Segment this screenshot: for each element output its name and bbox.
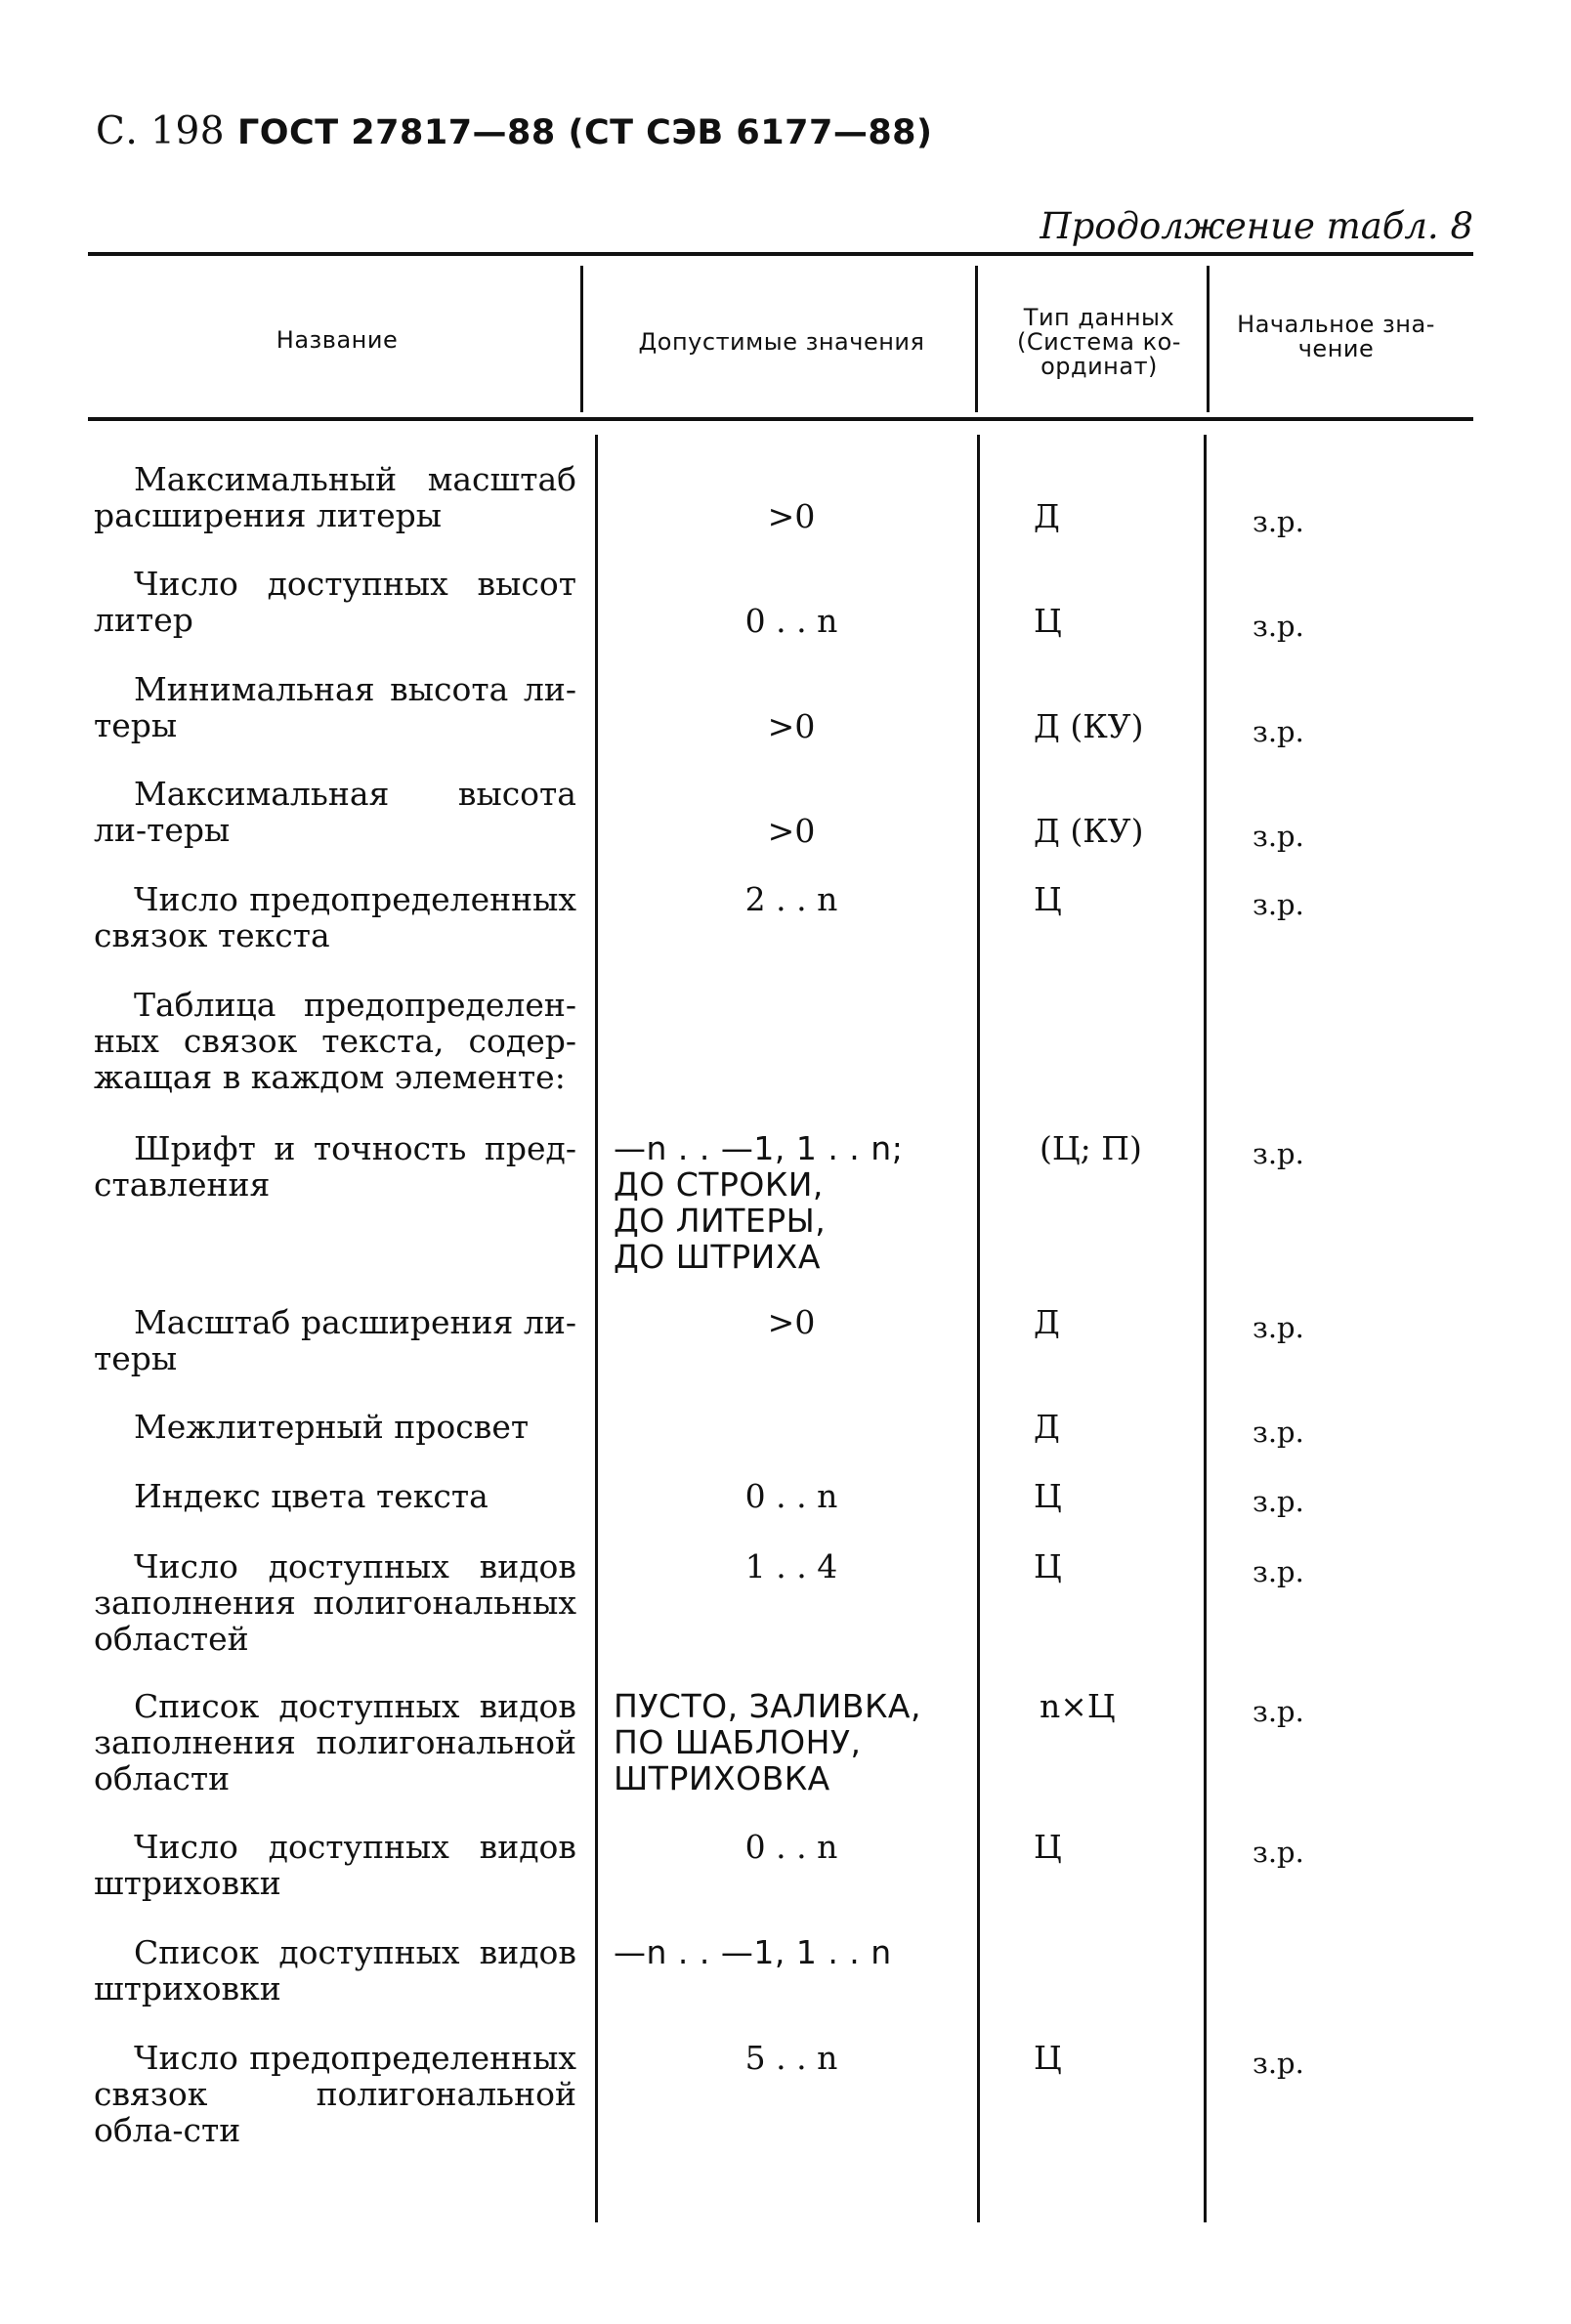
allowed-value-line: 0 . . n: [744, 1828, 838, 1866]
allowed-value-line: 2 . . n: [744, 880, 838, 918]
page-number: С. 198: [96, 109, 226, 153]
parameter-name-text: Максимальная высота ли-теры: [94, 775, 576, 849]
allowed-value-line: >0: [767, 1303, 816, 1341]
parameter-name-text: Индекс цвета текста: [134, 1477, 488, 1515]
parameter-name-text: Число доступных видов заполнения полигональных областей: [94, 1547, 576, 1658]
initial-value: з.р.: [1253, 1311, 1304, 1344]
allowed-value-line: 0 . . n: [744, 1477, 838, 1515]
data-type: Ц: [1034, 1547, 1062, 1585]
data-type: Д: [1034, 1408, 1060, 1446]
column-divider: [977, 435, 980, 2222]
parameter-name: [94, 566, 576, 638]
parameter-name-text: Число доступных видов штриховки: [94, 1828, 576, 1902]
parameter-name: [94, 881, 576, 953]
parameter-name: [94, 1934, 576, 2007]
allowed-values: [614, 1130, 965, 1275]
page-header: [96, 109, 933, 153]
initial-value: з.р.: [1253, 2047, 1304, 2080]
parameter-name: [94, 1478, 576, 1514]
allowed-value-line: >0: [767, 707, 816, 745]
data-type: Ц: [1034, 880, 1062, 918]
parameter-name-text: Список доступных видов заполнения полигональной области: [94, 1687, 576, 1797]
table-top-rule: [88, 252, 1473, 256]
column-divider: [595, 435, 598, 2222]
initial-value: з.р.: [1253, 505, 1304, 538]
allowed-values: [611, 498, 972, 534]
allowed-values: [614, 1688, 965, 1796]
allowed-value-line: —n . . —1, 1 . . n;: [614, 1129, 904, 1167]
allowed-values: [611, 603, 972, 639]
initial-value: з.р.: [1253, 888, 1304, 921]
data-type: Д: [1034, 497, 1060, 535]
allowed-values: [611, 1829, 972, 1865]
allowed-value-line: ПУСТО, ЗАЛИВКА,: [614, 1687, 921, 1725]
parameter-name: [94, 1304, 576, 1376]
initial-value: з.р.: [1253, 610, 1304, 643]
initial-value: з.р.: [1253, 715, 1304, 748]
allowed-value-line: 0 . . n: [744, 602, 838, 640]
parameter-name: [94, 1548, 576, 1657]
parameter-name-text: Список доступных видов штриховки: [94, 1933, 576, 2007]
data-type: Д (КУ): [1034, 707, 1144, 745]
allowed-value-line: —n . . —1, 1 . . n: [614, 1933, 892, 1971]
parameter-name: [94, 1130, 576, 1203]
allowed-value-line: ДО ЛИТЕРЫ,: [614, 1202, 827, 1240]
parameter-name: [94, 1688, 576, 1796]
column-header-type: Тип данных (Система ко-ординат): [1017, 304, 1181, 380]
parameter-name-text: Таблица предопределен-ных связок текста, содер-жащая в каждом элементе:: [94, 986, 576, 1096]
initial-value: з.р.: [1253, 1485, 1304, 1518]
data-type: Д: [1034, 1303, 1060, 1341]
allowed-value-line: 1 . . 4: [744, 1547, 838, 1585]
table-continuation-caption: Продолжение табл. 8: [1040, 205, 1473, 247]
parameter-name: [94, 671, 576, 743]
parameter-name-text: Число доступных высот литер: [94, 565, 576, 639]
allowed-value-line: ПО ШАБЛОНУ,: [614, 1723, 862, 1761]
data-type: Ц: [1034, 1828, 1062, 1866]
initial-value: з.р.: [1253, 1416, 1304, 1449]
parameter-name: [94, 776, 576, 848]
allowed-value-line: >0: [767, 497, 816, 535]
allowed-values: [611, 2040, 972, 2076]
column-divider: [1207, 266, 1210, 412]
allowed-values: [611, 1478, 972, 1514]
allowed-values: [614, 1934, 965, 1970]
initial-value: з.р.: [1253, 1137, 1304, 1170]
column-divider: [975, 266, 978, 412]
allowed-values: [611, 1548, 972, 1585]
initial-value: з.р.: [1253, 820, 1304, 853]
parameter-name-text: Число предопределенных связок полигональной обла-сти: [94, 2039, 576, 2149]
parameter-name: [94, 461, 576, 533]
parameter-name-text: Масштаб расширения ли-теры: [94, 1303, 576, 1377]
allowed-values: [611, 1304, 972, 1340]
header-bottom-rule: [88, 417, 1473, 421]
data-type: (Ц; П): [1040, 1129, 1142, 1167]
allowed-value-line: ДО СТРОКИ,: [614, 1165, 824, 1204]
data-type: Ц: [1034, 1477, 1062, 1515]
initial-value: з.р.: [1253, 1836, 1304, 1869]
allowed-values: [611, 813, 972, 849]
data-type: Д (КУ): [1034, 812, 1144, 850]
initial-value: з.р.: [1253, 1555, 1304, 1588]
parameter-name: [94, 1829, 576, 1901]
parameter-name: [94, 987, 576, 1095]
data-type: Ц: [1034, 2039, 1062, 2077]
column-divider: [580, 266, 583, 412]
allowed-value-line: ШТРИХОВКА: [614, 1759, 830, 1797]
data-type: n×Ц: [1040, 1687, 1116, 1725]
column-header-initial: Начальное зна-чение: [1237, 311, 1435, 362]
allowed-values: [611, 881, 972, 917]
column-header-values: Допустимые значения: [638, 328, 925, 356]
parameter-name-text: Минимальная высота ли-теры: [94, 670, 576, 744]
initial-value: з.р.: [1253, 1695, 1304, 1728]
column-header-name: Название: [276, 326, 399, 354]
allowed-values: [611, 708, 972, 744]
parameter-name-text: Число предопределенных связок текста: [94, 880, 576, 954]
parameter-name-text: Шрифт и точность пред-ставления: [94, 1129, 576, 1204]
allowed-value-line: 5 . . n: [744, 2039, 838, 2077]
data-type: Ц: [1034, 602, 1062, 640]
parameter-name-text: Максимальный масштаб расширения литеры: [94, 460, 576, 534]
column-divider: [1204, 435, 1207, 2222]
parameter-name-text: Межлитерный просвет: [134, 1408, 530, 1446]
allowed-value-line: >0: [767, 812, 816, 850]
parameter-name: [94, 1409, 576, 1445]
standard-designation: ГОСТ 27817—88 (СТ СЭВ 6177—88): [236, 113, 933, 152]
allowed-value-line: ДО ШТРИХА: [614, 1238, 821, 1276]
parameter-name: [94, 2040, 576, 2148]
